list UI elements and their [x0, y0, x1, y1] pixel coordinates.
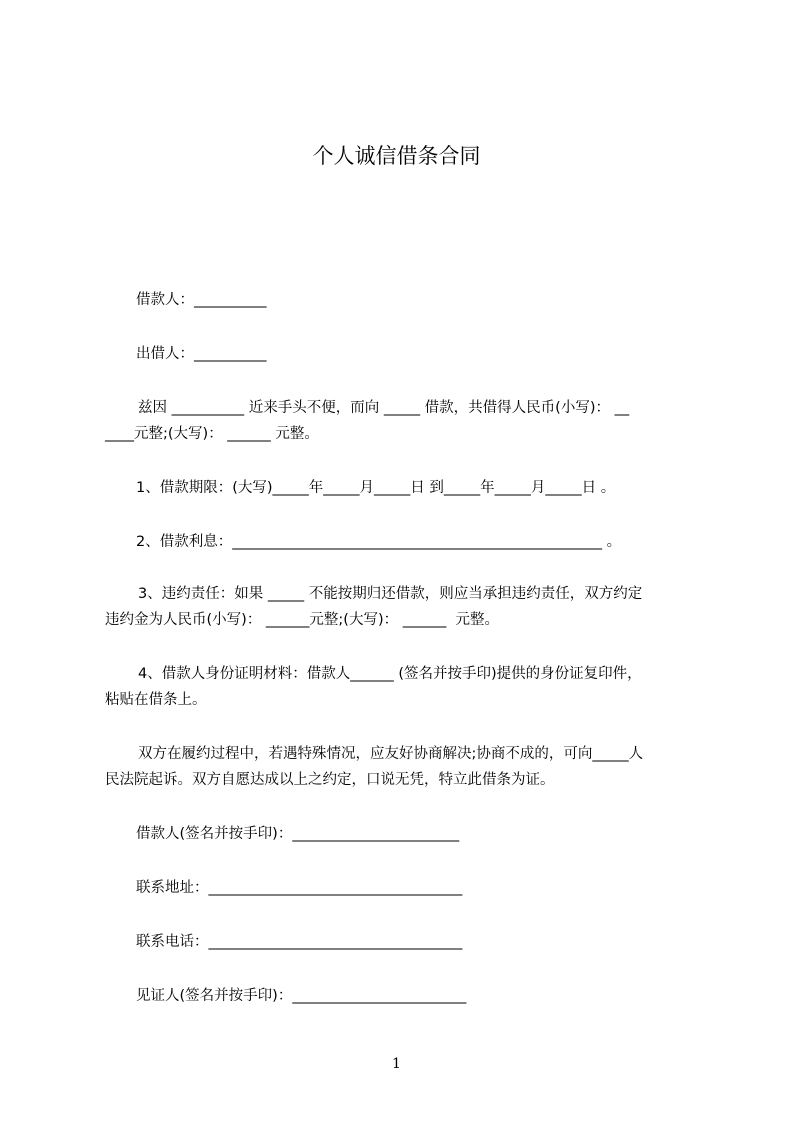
dispute-line-2: 民法院起诉。双方自愿达成以上之约定，口说无凭，特立此借条为证。 — [105, 772, 555, 788]
clause-interest: 2、借款利息：___________________________________________________ 。 — [136, 534, 622, 550]
clause-identity-line-1: 4、借款人身份证明材料：借款人______ (签名并按手印)提供的身份证复印件， — [138, 666, 642, 682]
contact-phone-line: 联系电话：___________________________________ — [136, 934, 463, 950]
loan-reason-line-2: ____元整;(大写)： ______ 元整。 — [105, 426, 319, 442]
clause-breach-line-2: 违约金为人民币(小写)： ______元整;(大写)： ______ 元整。 — [105, 612, 499, 628]
borrower-line: 借款人：__________ — [136, 292, 267, 308]
dispute-line-1: 双方在履约过程中，若遇特殊情况，应友好协商解决;协商不成的，可向_____人 — [138, 746, 644, 762]
witness-signature-line: 见证人(签名并按手印)：________________________ — [136, 988, 467, 1004]
clause-loan-term: 1、借款期限：(大写)_____年_____月_____日 到_____年_____月_____日 。 — [136, 480, 616, 496]
lender-line: 出借人：__________ — [136, 346, 267, 362]
borrower-signature-line: 借款人(签名并按手印)：_______________________ — [136, 826, 460, 842]
clause-identity-line-2: 粘贴在借条上。 — [105, 692, 207, 708]
page-number: 1 — [392, 1056, 401, 1072]
clause-breach-line-1: 3、违约责任：如果 _____ 不能按期归还借款，则应当承担违约责任，双方约定 — [138, 586, 643, 602]
document-title: 个人诚信借条合同 — [312, 144, 481, 168]
loan-reason-line-1: 兹因 __________ 近来手头不便，而向 _____ 借款，共借得人民币(小写)： __ — [138, 400, 630, 416]
contact-address-line: 联系地址：___________________________________ — [136, 880, 463, 896]
